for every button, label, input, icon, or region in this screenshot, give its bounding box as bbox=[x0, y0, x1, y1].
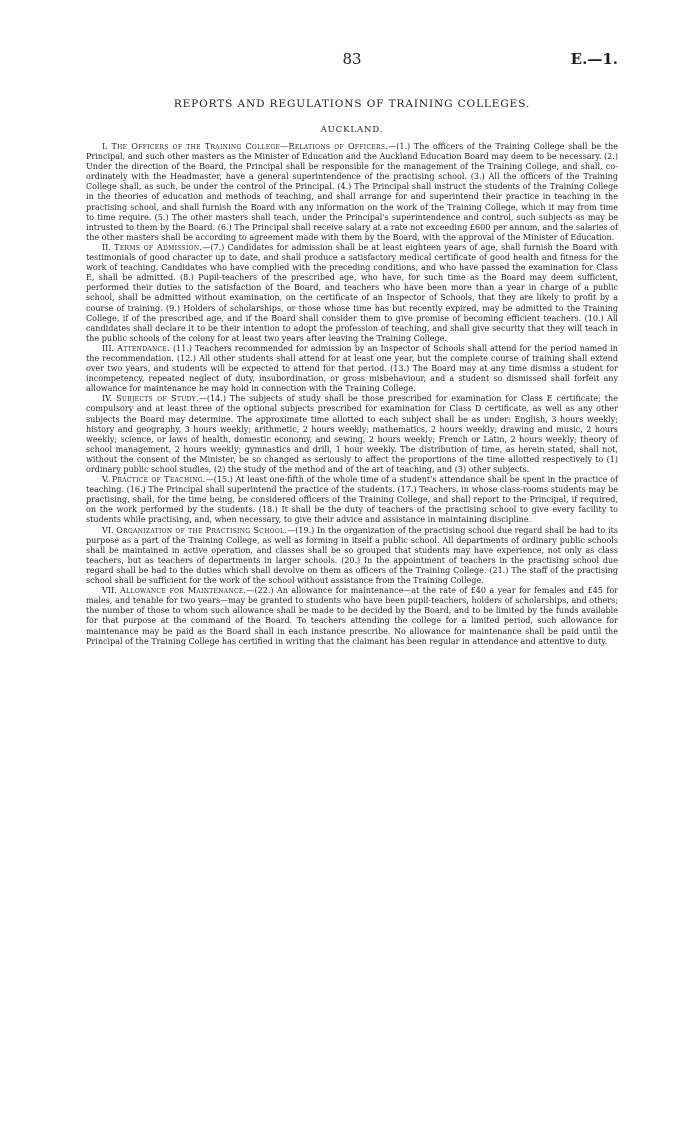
section-attendance bbox=[86, 344, 618, 394]
section-numeral: II. bbox=[102, 242, 111, 252]
page-header bbox=[86, 50, 618, 72]
section-heading: The Officers of the Training College—Relations of Officers. bbox=[111, 142, 389, 151]
section-text: —(19.) In the organization of the practising school due regard shall be had to its purpose as a part of the Training College, as well as forming in itself a public school. All departments of ordinary public schools shall be maintained in active operation, and classes shall be so grouped that students may have experience, not only as class teachers, but as teachers of departments in larger schools. (20.) In the appointment of teachers in the practising school due regard shall be had to the duties which shall devolve on them as officers of the Training College. (21.) The staff of the practising school shall be sufficient for the work of the school without assistance from the Training College. bbox=[86, 525, 619, 586]
section-heading: Attendance. bbox=[117, 343, 170, 353]
section-text: (11.) Teachers recommended for admission by an Inspector of Schools shall attend for the period named in the recommendation. (12.) All other students shall attend for at least one year, but the complete course of training shall extend over two years, and students will be expected to attend for that period. (13.) The Board may at any time dismiss a student for incompetency, repeated neglect of duty, insubordination, or gross misbehaviour, and a student so dismissed shall forfeit any allowance for maintenance he may hold in connection with the Training College. bbox=[86, 343, 618, 394]
section-officers bbox=[86, 142, 618, 243]
document-page bbox=[86, 50, 618, 647]
document-reference: E.—1. bbox=[570, 50, 618, 68]
section-text: —(15.) At least one-fifth of the whole time of a student's attendance shall be spent in the practice of teaching. (16.) The Principal shall superintend the practice of the students. (17.) Teachers, in whose class-rooms students may be practising, shall, for the time being, be considered officers of the Training College, and shall report to the Principal, if required, on the work performed by the students. (18.) It shall be the duty of teachers of the practising school to give every facility to students while practising, and, when necessary, to give their advice and assistance in maintaining discipline. bbox=[86, 475, 619, 525]
section-text: —(1.) The officers of the Training College shall be the Principal, and such other masters as the Minister of Education and the Auckland Education Board may deem to be necessary. (2.) Under the direction of the Board, the Principal shall be responsible for the management of the Training College, and shall, co-ordinately with the Headmaster, have a general superintendence of the practising school. (3.) All the officers of the Training College shall, as such, be under the control of the Principal. (4.) The Principal shall instruct the students of the Training College in the theories of education and methods of teaching, and shall arrange for and superintend their practice in teaching in the practising school, and shall furnish the Board with any information on the work of the Training College, which it may from time to time require. (5.) The other masters shall teach, under the Principal's superintendence and control, such subjects as may be intrusted to them by the Board. (6.) The Principal shall receive salary at a rate not exceeding £600 per annum, and the salaries of the other masters shall be according to agreement made with them by the Board, with the approval of the Minister of Education. bbox=[86, 142, 618, 242]
section-text: —(7.) Candidates for admission shall be at least eighteen years of age, shall furnish the Board with testimonials of good character up to date, and shall produce a satisfactory medical certificate of good health and fitness for the work of teaching. Candidates who have complied with the preceding conditions, and who have passed the examination for Class E, shall be admitted. (8.) Pupil-teachers of the prescribed age, who have, for such time as the Board may deem sufficient, performed their duties to the satisfaction of the Board, and teachers who have been more than a year in charge of a public school, shall be admitted without examination, on the certificate of an Inspector of Schools, that they are likely to profit by a course of training. (9.) Holders of scholarships, or those whose time has but recently expired, may be admitted to the Training College, if of the prescribed age, and if the Board shall consider them to give promise of becoming efficient teachers. (10.) All candidates shall declare it to be their intention to adopt the profession of teaching, and shall give security that they will teach in the public schools of the colony for at least two years after leaving the Training College. bbox=[86, 242, 618, 343]
section-heading: Allowance for Maintenance. bbox=[120, 586, 247, 596]
section-numeral: VI. bbox=[102, 525, 114, 535]
section-practice bbox=[86, 475, 618, 525]
section-numeral: I. bbox=[102, 142, 108, 151]
section-maintenance bbox=[86, 586, 618, 647]
section-heading: Organization of the Practising School. bbox=[116, 525, 288, 535]
section-subtitle: AUCKLAND. bbox=[320, 125, 384, 135]
section-numeral: VII. bbox=[102, 586, 117, 596]
section-heading: Subjects of Study. bbox=[116, 394, 199, 404]
section-numeral: III. bbox=[102, 343, 115, 353]
page-number: 83 bbox=[342, 50, 362, 68]
section-heading: Terms of Admission. bbox=[114, 242, 203, 252]
section-text: —(14.) The subjects of study shall be those prescribed for examination for Class E certificate; the compulsory and at least three of the optional subjects prescribed for examination for Class D certificate, as well as any other subjects the Board may determine. The approximate time allotted to each subject shall be as under: English, 3 hours weekly; history and geography, 3 hours weekly; arithmetic, 2 hours weekly; mathematics, 2 hours weekly; drawing and music, 2 hours weekly; science, or laws of health, domestic economy, and sewing, 2 hours weekly; French or Latin, 2 hours weekly; theory of school management, 2 hours weekly; gymnastics and drill, 1 hour weekly. The distribution of time, as herein stated, shall not, without the consent of the Minister, be so changed as seriously to affect the proportions of the time allotted respectively to (1) ordinary public school studies, (2) the study of the method and of the art of teaching, and (3) other subjects. bbox=[86, 394, 618, 474]
section-numeral: IV. bbox=[102, 394, 113, 404]
document-title: REPORTS AND REGULATIONS OF TRAINING COLLEGES. bbox=[173, 98, 531, 110]
section-text: —(22.) An allowance for maintenance—at the rate of £40 a year for females and £45 for males, and tenable for two years—may be granted to students who have been pupil-teachers, holders of scholarships, and others; the number of those to whom such allowance shall be made to be decided by the Board, and to be limited by the funds available for that purpose at the command of the Board. To teachers attending the college for a limited period, such allowance for maintenance may be paid as the Board shall in each instance prescribe. No allowance for maintenance shall be paid until the Principal of the Training College has certified in writing that the claimant has been regular in attendance and attentive to duty. bbox=[86, 586, 619, 646]
section-subjects bbox=[86, 394, 618, 475]
section-numeral: V. bbox=[102, 475, 109, 485]
section-practising-school bbox=[86, 526, 618, 587]
section-heading: Practice of Teaching. bbox=[111, 475, 206, 485]
section-admission bbox=[86, 243, 618, 344]
